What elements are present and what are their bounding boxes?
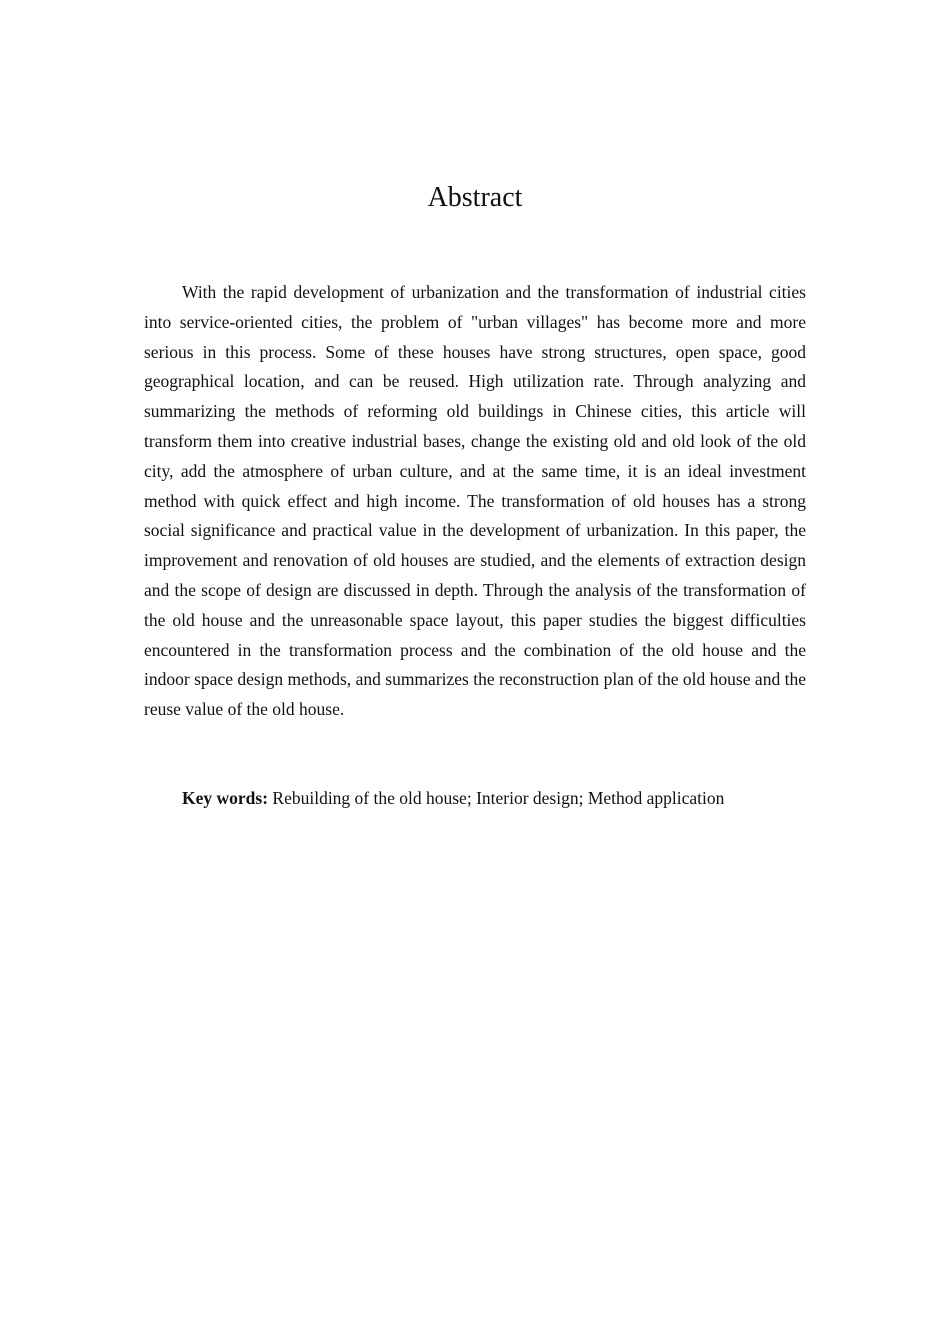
keywords-line (144, 784, 806, 814)
keywords-value: Rebuilding of the old house; Interior design; Method application (272, 788, 725, 808)
page-title: Abstract (427, 182, 523, 213)
abstract-paragraph: With the rapid development of urbanization and the transformation of industrial cities into service-oriented cities, the problem of "urban villages" has become more and more serious in this process. Some of these houses have strong structures, open space, good geographical location, and can be reused. High utilization rate. Through analyzing and summarizing the methods of reforming old buildings in Chinese cities, this article will transform them into creative industrial bases, change the existing old and old look of the old city, add the atmosphere of urban culture, and at the same time, it is an ideal investment method with quick effect and high income. The transformation of old houses has a strong social significance and practical value in the development of urbanization. In this paper, the improvement and renovation of old houses are studied, and the elements of extraction design and the scope of design are discussed in depth. Through the analysis of the transformation of the old house and the unreasonable space layout, this paper studies the biggest difficulties encountered in the transformation process and the combination of the old house and the indoor space design methods, and summarizes the reconstruction plan of the old house and the reuse value of the old house. (144, 282, 806, 720)
keywords-label: Key words: (182, 788, 269, 808)
